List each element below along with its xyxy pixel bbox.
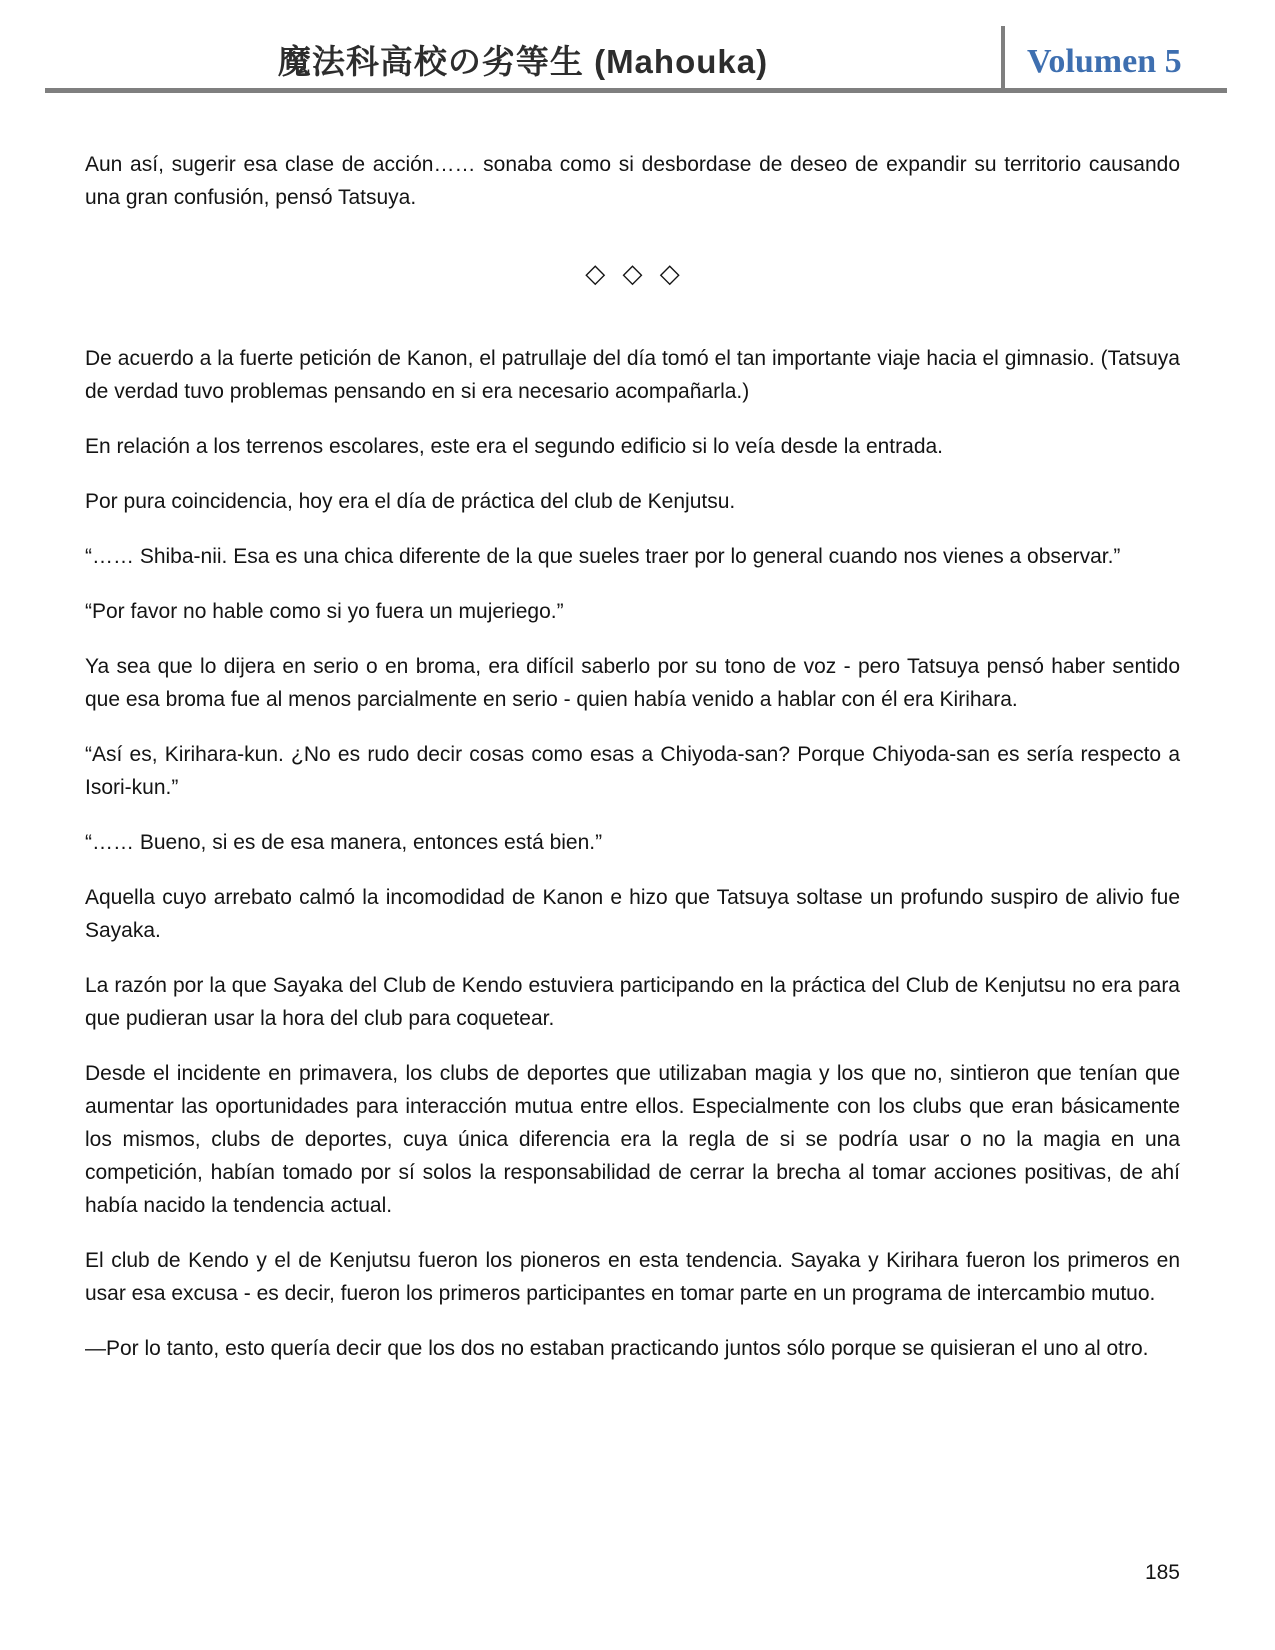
paragraph: La razón por la que Sayaka del Club de Kendo estuviera participando en la práctica del Club de Kenjutsu no era para que pudieran usar la hora del club para coquetear. (85, 974, 1180, 1030)
paragraph: Aquella cuyo arrebato calmó la incomodidad de Kanon e hizo que Tatsuya soltase un profundo suspiro de alivio fue Sayaka. (85, 886, 1180, 942)
paragraph: “Por favor no hable como si yo fuera un mujeriego.” (85, 600, 564, 623)
paragraph: “Así es, Kirihara-kun. ¿No es rudo decir cosas como esas a Chiyoda-san? Porque Chiyoda-san es sería respecto a Isori-kun.” (85, 743, 1180, 799)
paragraph: “…… Shiba-nii. Esa es una chica diferente de la que sueles traer por lo general cuando nos vienes a observar.” (85, 545, 1121, 568)
paragraph: Ya sea que lo dijera en serio o en broma, era difícil saberlo por su tono de voz - pero Tatsuya pensó haber sentido que esa broma fue al menos parcialmente en serio - quien había venido a hablar con él era Kirihara. (85, 655, 1180, 711)
scene-separator: ◇ ◇ ◇ (585, 258, 680, 288)
paragraph: —Por lo tanto, esto quería decir que los dos no estaban practicando juntos sólo porque se quisieran el uno al otro. (85, 1337, 1149, 1360)
paragraph: Por pura coincidencia, hoy era el día de práctica del club de Kenjutsu. (85, 490, 736, 513)
volume-label: Volumen 5 (1027, 43, 1182, 80)
page-header (45, 0, 1227, 93)
header-volume-area (1005, 0, 1227, 88)
header-title-area (45, 0, 1001, 88)
paragraph: En relación a los terrenos escolares, este era el segundo edificio si lo veía desde la entrada. (85, 435, 944, 458)
page-content (85, 148, 1180, 1387)
paragraph: “…… Bueno, si es de esa manera, entonces está bien.” (85, 831, 603, 854)
paragraph: De acuerdo a la fuerte petición de Kanon, el patrullaje del día tomó el tan importante viaje hacia el gimnasio. (Tatsuya de verdad tuvo problemas pensando en si era necesario acompañarla.) (85, 347, 1180, 403)
paragraph: Aun así, sugerir esa clase de acción…… sonaba como si desbordase de deseo de expandir su territorio causando una gran confusión, pensó Tatsuya. (85, 153, 1180, 209)
paragraph: Desde el incidente en primavera, los clubs de deportes que utilizaban magia y los que no, sintieron que tenían que aumentar las oportunidades para interacción mutua entre ellos. Especialmente con los clubs que eran básicamente los mismos, clubs de deportes, cuya única diferencia era la regla de si se podría usar o no la magia en una competición, habían tomado por sí solos la responsabilidad de cerrar la brecha al tomar acciones positivas, de ahí había nacido la tendencia actual. (85, 1062, 1180, 1217)
document-title: 魔法科高校の劣等生 (Mahouka) (277, 43, 769, 80)
paragraph: El club de Kendo y el de Kenjutsu fueron los pioneros en esta tendencia. Sayaka y Kirihara fueron los primeros en usar esa excusa - es decir, fueron los primeros participantes en tomar parte en un programa de intercambio mutuo. (85, 1249, 1180, 1305)
page-number: 185 (1144, 1561, 1180, 1584)
